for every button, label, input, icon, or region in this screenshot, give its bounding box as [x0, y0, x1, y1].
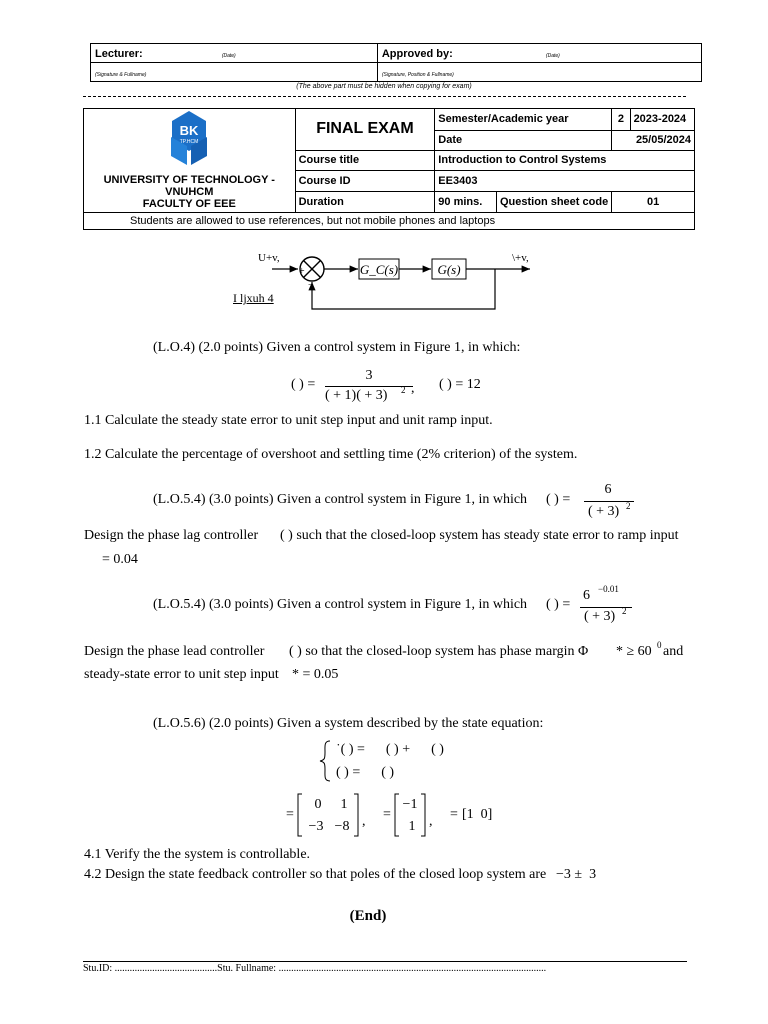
problem-2-intro: (L.O.5.4) (3.0 points) Given a control system in Figure 1, in which	[153, 492, 528, 507]
approved-date-cell	[542, 44, 702, 63]
p3-phase-margin-bound: * ≥ 60	[616, 644, 652, 659]
p3-eq-numerator: 6	[583, 588, 590, 603]
course-id-value: EE3403	[435, 171, 695, 192]
matrix-c: [1 0]	[462, 807, 493, 822]
p1-eq-numerator: 3	[365, 368, 373, 383]
p1-eq-lhs: ( ) =	[291, 377, 316, 392]
approved-cell	[377, 44, 542, 63]
duration-value: 90 mins.	[435, 192, 497, 213]
course-id-label: Course ID	[295, 171, 435, 192]
problem-2-text-1: Design the phase lag controller	[84, 528, 259, 543]
matrix-a-11: 0	[314, 797, 322, 812]
p3-eq-denominator: ( + 3)	[584, 609, 616, 624]
p3-eq-lhs: ( ) =	[546, 597, 571, 612]
p1-eq-exponent: 2	[401, 385, 406, 395]
p3-eq-numerator-exponent: −0.01	[598, 584, 619, 594]
problem-3-text-4: * = 0.05	[292, 667, 339, 682]
p1-eq-fraction-bar	[325, 386, 413, 387]
p1-eq-comma: ,	[411, 381, 415, 396]
student-info	[83, 963, 546, 974]
university-cell	[84, 109, 296, 213]
controller-label: G_C(s)	[359, 262, 399, 277]
problem-2-text-3: = 0.04	[102, 552, 138, 567]
matrix-a-comma: ,	[362, 814, 366, 829]
problem-2-text-2: ( ) such that the closed-loop system has steady state error to ramp input	[280, 528, 679, 543]
approver-signature-cell	[377, 63, 701, 82]
minus-sign: −	[308, 280, 314, 291]
lecturer-label: Lecturer:	[95, 48, 143, 60]
logo-text: BK	[179, 123, 199, 138]
p2-eq-exponent: 2	[626, 501, 631, 511]
p1-eq-denominator: ( + 1)( + 3)	[325, 388, 388, 403]
matrix-a	[296, 792, 360, 838]
exam-title-cell	[295, 109, 435, 151]
footer-rule	[83, 961, 687, 962]
block-diagram	[250, 245, 550, 315]
sheet-code-label: Question sheet code	[497, 192, 612, 213]
p3-eq-exponent: 2	[622, 606, 627, 616]
lecturer-date-cell	[218, 44, 378, 63]
plus-sign: +	[299, 266, 305, 277]
problem-3-text-2: ( ) so that the closed-loop system has phase margin Φ	[289, 644, 589, 659]
academic-year: 2023-2024	[630, 109, 694, 131]
lecturer-signature-note: (Signature & Fullname)	[95, 72, 147, 78]
p3-degree-mark: 0	[657, 640, 662, 650]
semester-label: Semester/Academic year	[435, 109, 612, 131]
date-label: Date	[435, 130, 612, 150]
lecturer-cell	[91, 44, 218, 63]
problem-1-intro: (L.O.4) (2.0 points) Given a control system in Figure 1, in which:	[153, 340, 521, 355]
figure-caption: I ljxuh 4	[233, 291, 274, 305]
course-title-value: Introduction to Control Systems	[435, 150, 695, 171]
exam-title: FINAL EXAM	[316, 120, 414, 138]
sheet-code-value: 01	[612, 192, 695, 213]
problem-1-q1: 1.1 Calculate the steady state error to unit step input and unit ramp input.	[84, 413, 493, 428]
student-name-field: Stu. Fullname: ...........................................................................................................	[217, 963, 547, 974]
plant-label: G(s)	[437, 262, 461, 277]
problem-4-q1: 4.1 Verify the the system is controllable.	[84, 847, 311, 862]
university-name: UNIVERSITY OF TECHNOLOGY - VNUHCM	[103, 174, 275, 198]
matrix-b-eq: =	[383, 807, 391, 822]
matrix-b-1: −1	[402, 797, 418, 812]
problem-4-intro: (L.O.5.6) (2.0 points) Given a system described by the state equation:	[153, 716, 544, 731]
faculty-name: FACULTY OF EEE	[142, 198, 236, 210]
matrix-a-12: 1	[340, 797, 348, 812]
bk-logo	[159, 109, 219, 171]
hidden-note: (The above part must be hidden when copying for exam)	[296, 83, 472, 90]
p2-eq-denominator: ( + 3)	[588, 504, 620, 519]
p1-eq-controller: ( ) = 12	[439, 377, 481, 392]
problem-3-text-1: Design the phase lead controller	[84, 644, 265, 659]
p2-eq-lhs: ( ) =	[546, 492, 571, 507]
approved-label: Approved by:	[381, 48, 453, 60]
exam-notice: Students are allowed to use references, but not mobile phones and laptops	[84, 213, 695, 230]
student-id-field: Stu.ID: .........................................	[83, 963, 218, 974]
matrix-b	[393, 792, 427, 838]
duration-label: Duration	[295, 192, 435, 213]
p3-and: and	[663, 644, 684, 659]
system-brace	[318, 740, 332, 782]
feedback-path	[312, 269, 495, 309]
semester-value: 2	[612, 109, 630, 131]
lecturer-date-label: (Date)	[221, 53, 236, 59]
approver-signature-note: (Signature, Position & Fullname)	[381, 72, 454, 78]
problem-3-intro: (L.O.5.4) (3.0 points) Given a control system in Figure 1, in which	[153, 597, 528, 612]
lecturer-signature-cell	[91, 63, 378, 82]
exam-header-table	[83, 108, 695, 230]
output-label: \+v,	[512, 252, 529, 264]
course-title-label: Course title	[295, 150, 435, 171]
date-value: 25/05/2024	[612, 130, 695, 150]
matrix-b-comma: ,	[429, 814, 433, 829]
approval-table	[90, 43, 702, 82]
matrix-b-2: 1	[408, 819, 416, 834]
logo-subtext: TP.HCM	[180, 139, 199, 145]
end-marker: (End)	[349, 908, 387, 924]
problem-4-poles: −3 ± 3	[556, 867, 597, 882]
p2-eq-numerator: 6	[604, 482, 612, 497]
approved-date-label: (Date)	[545, 53, 560, 59]
matrix-a-eq: =	[286, 807, 294, 822]
cut-line	[83, 96, 686, 97]
problem-1-q2: 1.2 Calculate the percentage of overshoot and settling time (2% criterion) of the system.	[84, 447, 578, 462]
matrix-a-21: −3	[308, 819, 324, 834]
matrix-c-eq: =	[450, 807, 458, 822]
problem-3-text-3: steady-state error to unit step input	[84, 667, 279, 682]
input-label: U+v,	[258, 252, 280, 264]
matrix-a-22: −8	[334, 819, 350, 834]
state-equation: ˙( ) = ( ) + ( )	[336, 742, 444, 757]
output-equation: ( ) = ( )	[336, 765, 395, 780]
problem-4-q2: 4.2 Design the state feedback controller so that poles of the closed loop system are	[84, 867, 547, 882]
